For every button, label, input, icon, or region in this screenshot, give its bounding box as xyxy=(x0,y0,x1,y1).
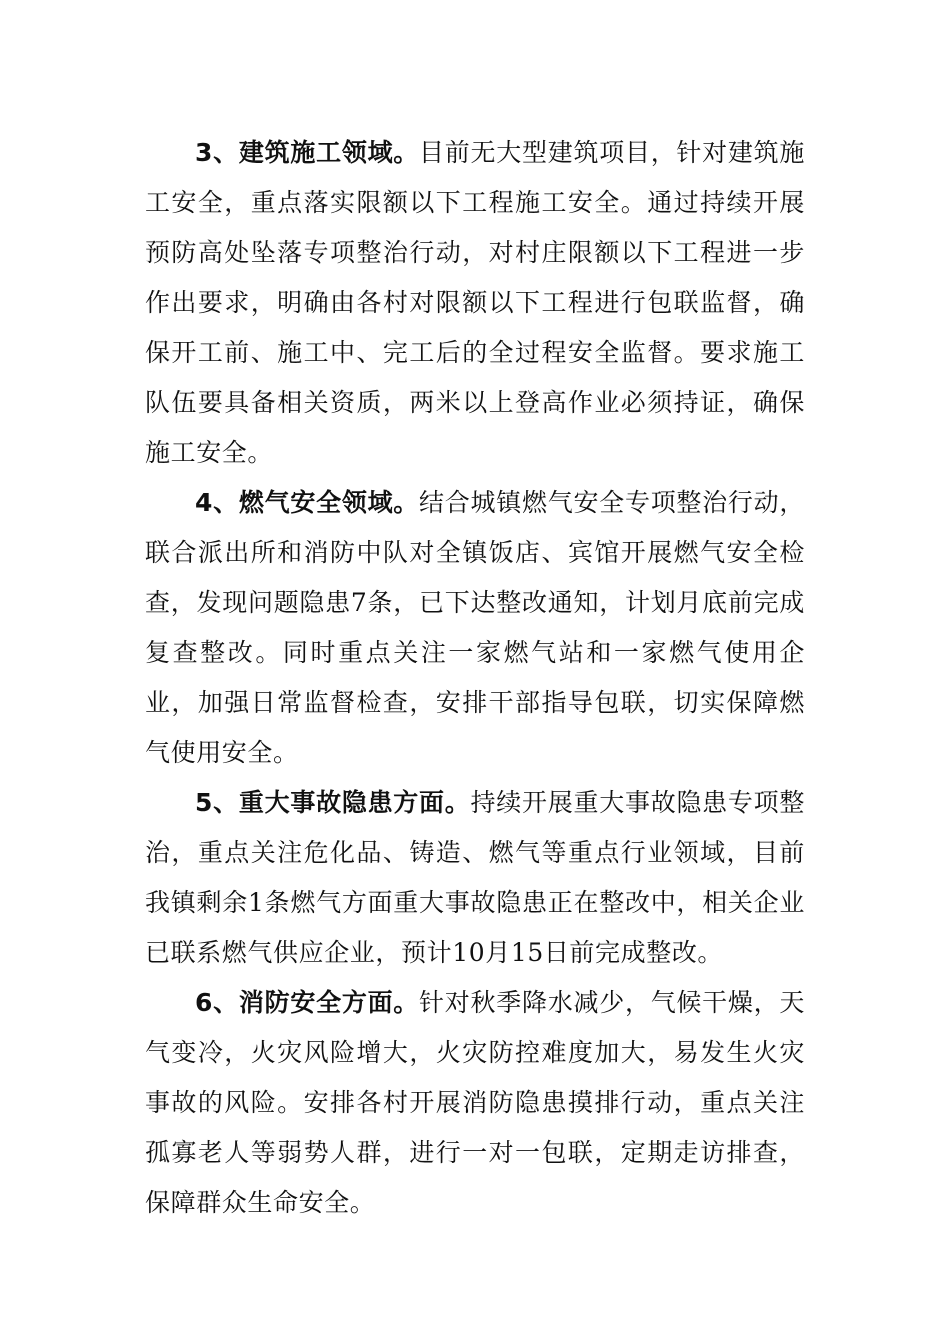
section-text: 持续开展重大事故隐患专项整治，重点关注危化品、铸造、燃气等重点行业领域，目前我镇剩余1条燃气方面重大事故隐患正在整改中，相关企业已联系燃气供应企业，预计10月15日前完成整改。 xyxy=(145,788,805,967)
section-text: 针对秋季降水减少，气候干燥，天气变冷，火灾风险增大，火灾防控难度加大，易发生火灾事故的风险。安排各村开展消防隐患摸排行动，重点关注孤寡老人等弱势人群，进行一对一包联，定期走访排查，保障群众生命安全。 xyxy=(145,988,805,1217)
paragraph-construction-safety xyxy=(145,128,805,478)
paragraph-major-hazards xyxy=(145,778,805,978)
section-text: 结合城镇燃气安全专项整治行动，联合派出所和消防中队对全镇饭店、宾馆开展燃气安全检查，发现问题隐患7条，已下达整改通知，计划月底前完成复查整改。同时重点关注一家燃气站和一家燃气使用企业，加强日常监督检查，安排干部指导包联，切实保障燃气使用安全。 xyxy=(145,488,805,767)
paragraph-fire-safety xyxy=(145,978,805,1228)
section-heading: 6、消防安全方面。 xyxy=(195,988,420,1017)
document-body xyxy=(145,128,805,1228)
section-heading: 5、重大事故隐患方面。 xyxy=(195,788,471,817)
section-heading: 4、燃气安全领域。 xyxy=(195,488,420,517)
paragraph-gas-safety xyxy=(145,478,805,778)
section-text: 目前无大型建筑项目，针对建筑施工安全，重点落实限额以下工程施工安全。通过持续开展预防高处坠落专项整治行动，对村庄限额以下工程进一步作出要求，明确由各村对限额以下工程进行包联监督，确保开工前、施工中、完工后的全过程安全监督。要求施工队伍要具备相关资质，两米以上登高作业必须持证，确保施工安全。 xyxy=(145,138,805,467)
section-heading: 3、建筑施工领域。 xyxy=(195,138,420,167)
